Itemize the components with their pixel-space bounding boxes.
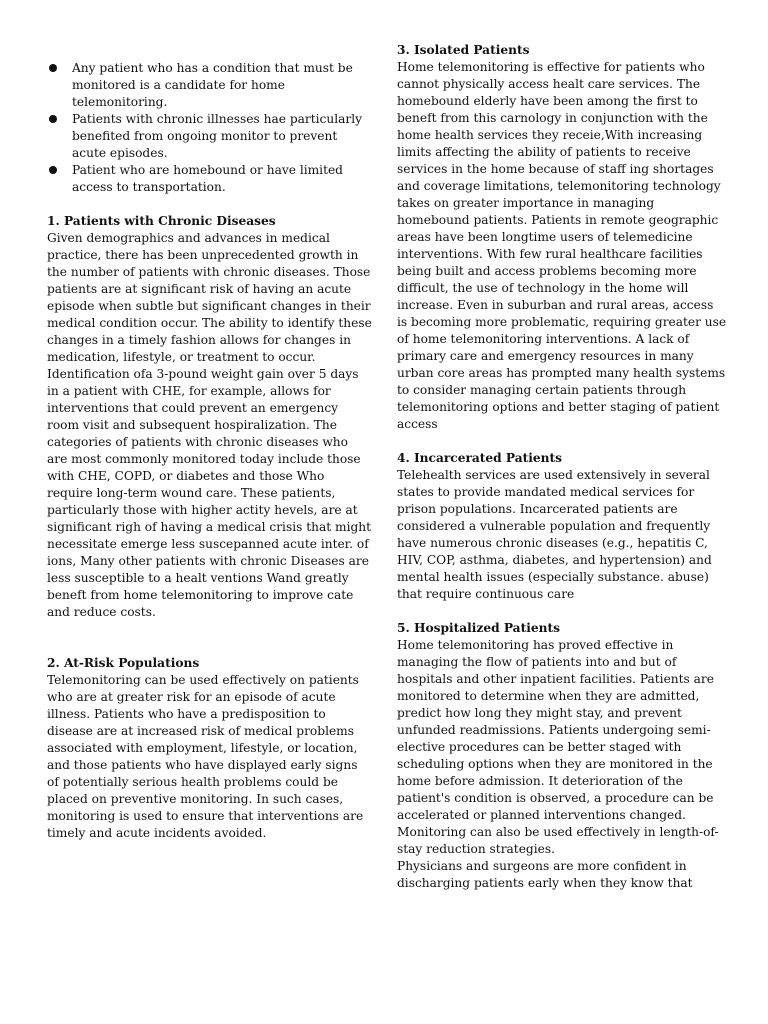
section-body: Telehealth services are used extensively in several states to provide mandated medical services for prison populations. Incarcerated patients are considered a vulnerable population and frequently have numerous chronic diseases (e.g., hepatitis C, HIV, COP, asthma, diabetes, and hypertension) and mental health issues (especially substance. abuse) that require continuous care (397, 468, 712, 601)
section-hospitalized-patients (397, 620, 727, 892)
section-heading: 2. At-Risk Populations (47, 656, 200, 670)
section-at-risk-populations (47, 655, 372, 842)
section-heading: 5. Hospitalized Patients (397, 621, 560, 635)
bullet-item (47, 162, 372, 196)
right-column (397, 42, 727, 892)
candidate-bullet-list (47, 60, 372, 196)
section-body: Home telemonitoring has proved effective in managing the flow of patients into and but of hospitals and other inpatient facilities. Patients are monitored to determine when they are admitted, predict how long they might stay, and prevent unfunded readmissions. Patients undergoing semi-elective procedures can be better staged with scheduling options when they are monitored in the home before admission. It deterioration of the patient's condition is observed, a procedure can be accelerated or planned interventions changed. (397, 638, 714, 822)
section-body: Home telemonitoring is effective for patients who cannot physically access healt care services. The homebound elderly have been among the first to beneft from this carnology in conjunction with the home health services they receie,With increasing limits affecting the ability of patients to receive services in the home because of staff ing shortages and coverage limitations, telemonitoring technology takes on greater importance in managing homebound patients. Patients in remote geographic areas have been longtime users of telemedicine interventions. With few rural healthcare facilities being built and access problems becoming more difficult, the use of technology in the home will increase. Even in suburban and rural areas, access is becoming more problematic, requiring greater use of home telemonitoring interventions. A lack of primary care and emergency resources in many urban core areas has prompted many health systems to consider managing certain patients through telemonitoring options and better staging of patient access (397, 60, 727, 431)
bullet-text: Any patient who has a condition that must be monitored is a candidate for home telemonitoring. (72, 61, 353, 109)
section-incarcerated-patients (397, 450, 727, 603)
bullet-dot-icon (49, 64, 57, 72)
bullet-item (47, 111, 372, 162)
section-body: Telemonitoring can be used effectively on patients who are at greater risk for an episode of acute illness. Patients who have a predisposition to disease are at increased risk of medical problems associated with employment, lifestyle, or location, and those patients who have displayed early signs of potentially serious health problems could be placed on preventive monitoring. In such cases, monitoring is used to ensure that interventions are timely and acute incidents avoided. (47, 673, 364, 840)
bullet-text: Patients with chronic illnesses hae particularly benefited from ongoing monitor to prevent acute episodes. (72, 112, 362, 160)
left-column (47, 42, 372, 842)
section-body: Given demographics and advances in medical practice, there has been unprecedented growth in the number of patients with chronic diseases. Those patients are at significant risk of having an acute episode when subtle but significant changes in their medical condition occur. The ability to identify these changes in a timely fashion allows for changes in medication, lifestyle, or treatment to occur. Identification ofa 3-pound weight gain over 5 days in a patient with CHE, for example, allows for interventions that could prevent an emergency room visit and subsequent hospiralization. The categories of patients with chronic diseases who are most commonly monitored today include those with CHE, COPD, or diabetes and those Who require long-term wound care. These patients, particularly those with higher actity hevels, are at significant righ of having a medical crisis that might necessitate emerge less suscepanned acute inter. of ions, Many other patients with chronic Diseases are less susceptible to a healt ventions Wand greatly beneft from home telemonitoring to improve cate and reduce costs. (47, 231, 372, 619)
bullet-dot-icon (49, 166, 57, 174)
section-body: Monitoring can also be used effectively in length-of-stay reduction strategies. (397, 825, 719, 856)
bullet-text: Patient who are homebound or have limited access to transportation. (72, 163, 343, 194)
bullet-item (47, 60, 372, 111)
section-chronic-diseases (47, 213, 372, 621)
bullet-dot-icon (49, 115, 57, 123)
section-isolated-patients (397, 42, 727, 433)
section-heading: 1. Patients with Chronic Diseases (47, 214, 276, 228)
section-heading: 3. Isolated Patients (397, 43, 530, 57)
section-heading: 4. Incarcerated Patients (397, 451, 563, 465)
section-body: Physicians and surgeons are more confident in discharging patients early when they know that (397, 859, 693, 890)
